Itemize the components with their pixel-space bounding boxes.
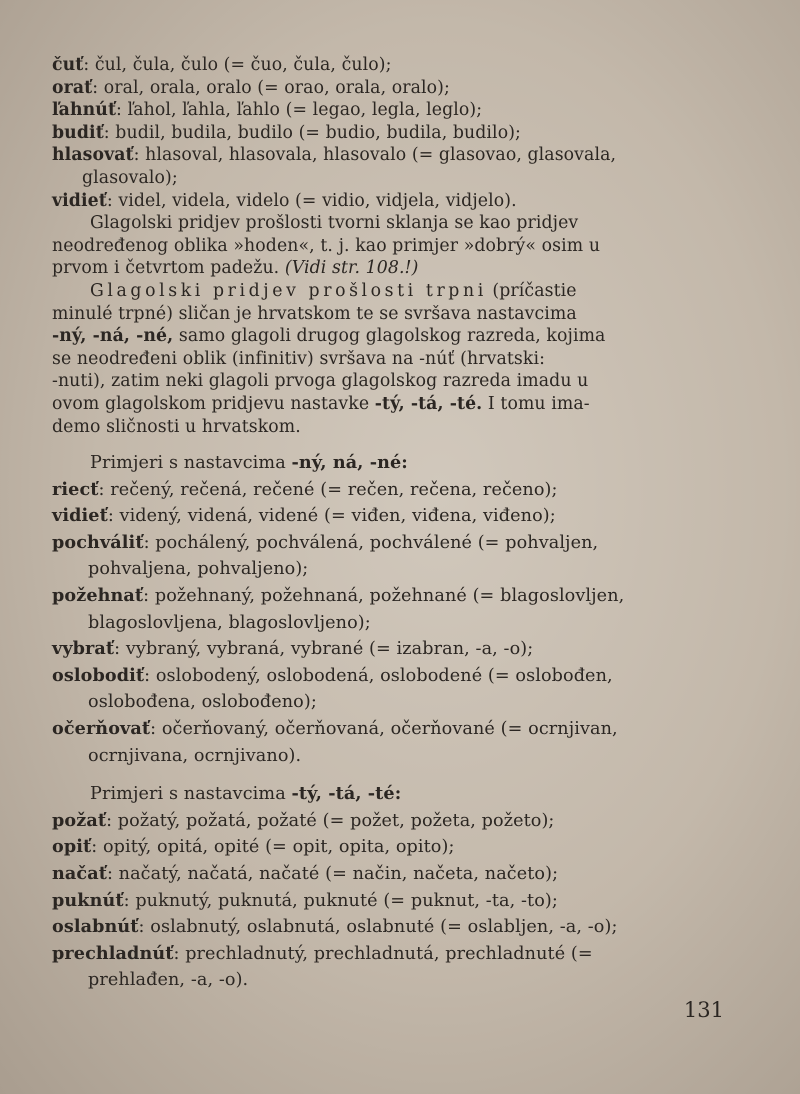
page-number: 131 <box>683 998 724 1022</box>
entry-continuation <box>52 743 722 770</box>
headword: puknúť <box>52 889 124 911</box>
headword: budiť <box>52 122 104 143</box>
headword: očerňovať <box>52 718 151 740</box>
headword: požehnať <box>52 585 144 607</box>
heading-text: Primjeri s nastavcima <box>90 784 292 805</box>
entry-text: : načatý, načatá, načaté (= način, načeta, načeto); <box>106 864 559 884</box>
cross-reference: (Vidi str. 108.!) <box>284 258 419 279</box>
headword: oslabnúť <box>52 916 139 938</box>
entry-text: : prechladnutý, prechladnutá, prechladnuté (= <box>173 943 593 964</box>
entry-continuation <box>52 556 722 583</box>
paragraph-line <box>52 393 722 416</box>
entry-text: oslobođena, oslobođeno); <box>88 692 317 713</box>
headword: prechladnúť <box>52 942 174 964</box>
entry-line <box>52 54 722 77</box>
headword: orať <box>52 77 93 98</box>
entry-line <box>52 808 722 835</box>
paragraph-text: I tomu ima- <box>482 393 590 414</box>
entry-text: : rečený, rečená, rečené (= rečen, rečena, rečeno); <box>98 479 558 500</box>
headword: hlasovať <box>52 145 134 166</box>
headword: požať <box>52 809 107 831</box>
entry-line <box>52 144 722 167</box>
paragraph-line: se neodređeni oblik (infinitiv) svršava na -núť (hrvatski: <box>52 348 545 369</box>
headword: pochváliť <box>52 531 144 553</box>
heading-suffixes: -tý, -tá, -té: <box>291 783 402 805</box>
entry-text: : ľahol, ľahla, ľahlo (= legao, legla, leglo); <box>116 100 483 121</box>
entry-continuation <box>52 167 722 190</box>
paragraph-line <box>52 280 722 303</box>
entry-text: : vybraný, vybraná, vybrané (= izabran, -a, -o); <box>114 639 534 660</box>
entry-line <box>52 716 722 743</box>
verb-list-active <box>52 54 722 212</box>
paragraph-line <box>52 257 722 280</box>
entry-line <box>52 914 722 941</box>
entry-text: prehlađen, -a, -o). <box>88 970 249 991</box>
headword: oslobodiť <box>52 664 145 686</box>
entry-text: : oral, orala, oralo (= orao, orala, oralo); <box>92 77 450 98</box>
paragraph-text: (príčastie <box>486 280 577 301</box>
entry-text: : oslabnutý, oslabnutá, oslabnuté (= oslabljen, -a, -o); <box>138 917 618 938</box>
entry-line <box>52 834 722 861</box>
entry-text: : očerňovaný, očerňovaná, očerňované (= ocrnjivan, <box>150 719 618 740</box>
entry-line <box>52 77 722 100</box>
examples-ty <box>52 781 722 994</box>
entry-continuation <box>52 967 722 994</box>
paragraph-line: minulé trpné) sličan je hrvatskom te se svršava nastavcima <box>52 303 577 324</box>
entry-line <box>52 503 722 530</box>
entry-line <box>52 99 722 122</box>
entry-text: : oslobodený, oslobodená, oslobodené (= oslobođen, <box>144 665 613 686</box>
entry-text: : čul, čula, čulo (= čuo, čula, čulo); <box>83 55 392 75</box>
headword: opiť <box>52 836 92 858</box>
heading-text: Primjeri s nastavcima <box>90 453 292 474</box>
paragraph-text: prvom i četvrtom padežu. <box>52 258 285 279</box>
spacer <box>52 438 722 450</box>
entry-continuation <box>52 610 722 637</box>
entry-line <box>52 636 722 663</box>
paragraph-line: -nuti), zatim neki glagoli prvoga glagolskog razreda imadu u <box>52 371 589 392</box>
headword: vybrať <box>52 638 115 660</box>
examples-ny <box>52 450 722 769</box>
entry-line <box>52 888 722 915</box>
paragraph-line: Glagolski pridjev prošlosti tvorni sklanja se kao pridjev <box>90 213 579 234</box>
entry-line <box>52 941 722 968</box>
paragraph-line: demo sličnosti u hrvatskom. <box>52 416 301 437</box>
entry-line <box>52 122 722 145</box>
entry-text: : pochálený, pochválená, pochválené (= pohvaljen, <box>143 532 599 553</box>
entry-line <box>52 861 722 888</box>
suffix-bold: -ný, -ná, -né, <box>52 326 174 347</box>
entry-line <box>52 583 722 610</box>
spacer <box>52 769 722 781</box>
entry-text: blagoslovljena, blagoslovljeno); <box>88 612 371 633</box>
entry-line <box>52 530 722 557</box>
headword: načať <box>52 863 107 884</box>
paragraph-text: samo glagoli drugog glagolskog razreda, kojima <box>173 326 606 347</box>
entry-line <box>52 663 722 690</box>
entry-text: : puknutý, puknutá, puknuté (= puknut, -ta, -to); <box>123 890 558 911</box>
paragraph-declension <box>52 212 722 280</box>
headword: vidieť <box>52 190 107 211</box>
paragraph-line <box>52 325 722 348</box>
entry-text: ocrnjivana, ocrnjivano). <box>88 745 302 766</box>
headword: riecť <box>52 478 99 500</box>
section-heading <box>52 781 722 808</box>
entry-text: glasovalo); <box>82 167 178 188</box>
headword: vidieť <box>52 505 108 527</box>
entry-text: : požehnaný, požehnaná, požehnané (= blagoslovljen, <box>143 586 625 607</box>
paragraph-text: ovom glagolskom pridjevu nastavke <box>52 393 375 414</box>
headword: ľahnúť <box>52 100 117 121</box>
entry-line <box>52 477 722 504</box>
entry-continuation <box>52 689 722 716</box>
entry-text: pohvaljena, pohvaljeno); <box>88 559 309 580</box>
entry-text: : požatý, požatá, požaté (= požet, požeta, požeto); <box>106 810 555 831</box>
headword: čuť <box>52 55 84 75</box>
heading-suffixes: -ný, ná, -né: <box>291 452 408 474</box>
entry-text: : hlasoval, hlasovala, hlasovalo (= glasovao, glasovala, <box>133 145 617 166</box>
suffix-bold: -tý, -tá, -té. <box>374 393 483 414</box>
spaced-term: Glagolski pridjev prošlosti trpni <box>90 280 487 301</box>
entry-text: : videl, videla, videlo (= vidio, vidjela, vidjelo). <box>106 190 517 211</box>
paragraph-passive-participle <box>52 280 722 438</box>
paragraph-line: neodređenog oblika »hoden«, t. j. kao primjer »dobrý« osim u <box>52 235 601 256</box>
section-heading <box>52 450 722 477</box>
entry-line <box>52 190 722 213</box>
entry-text: : budil, budila, budilo (= budio, budila, budilo); <box>103 122 521 143</box>
entry-text: : videný, videná, videné (= viđen, viđena, viđeno); <box>107 506 556 527</box>
entry-text: : opitý, opitá, opité (= opit, opita, opito); <box>91 837 455 858</box>
